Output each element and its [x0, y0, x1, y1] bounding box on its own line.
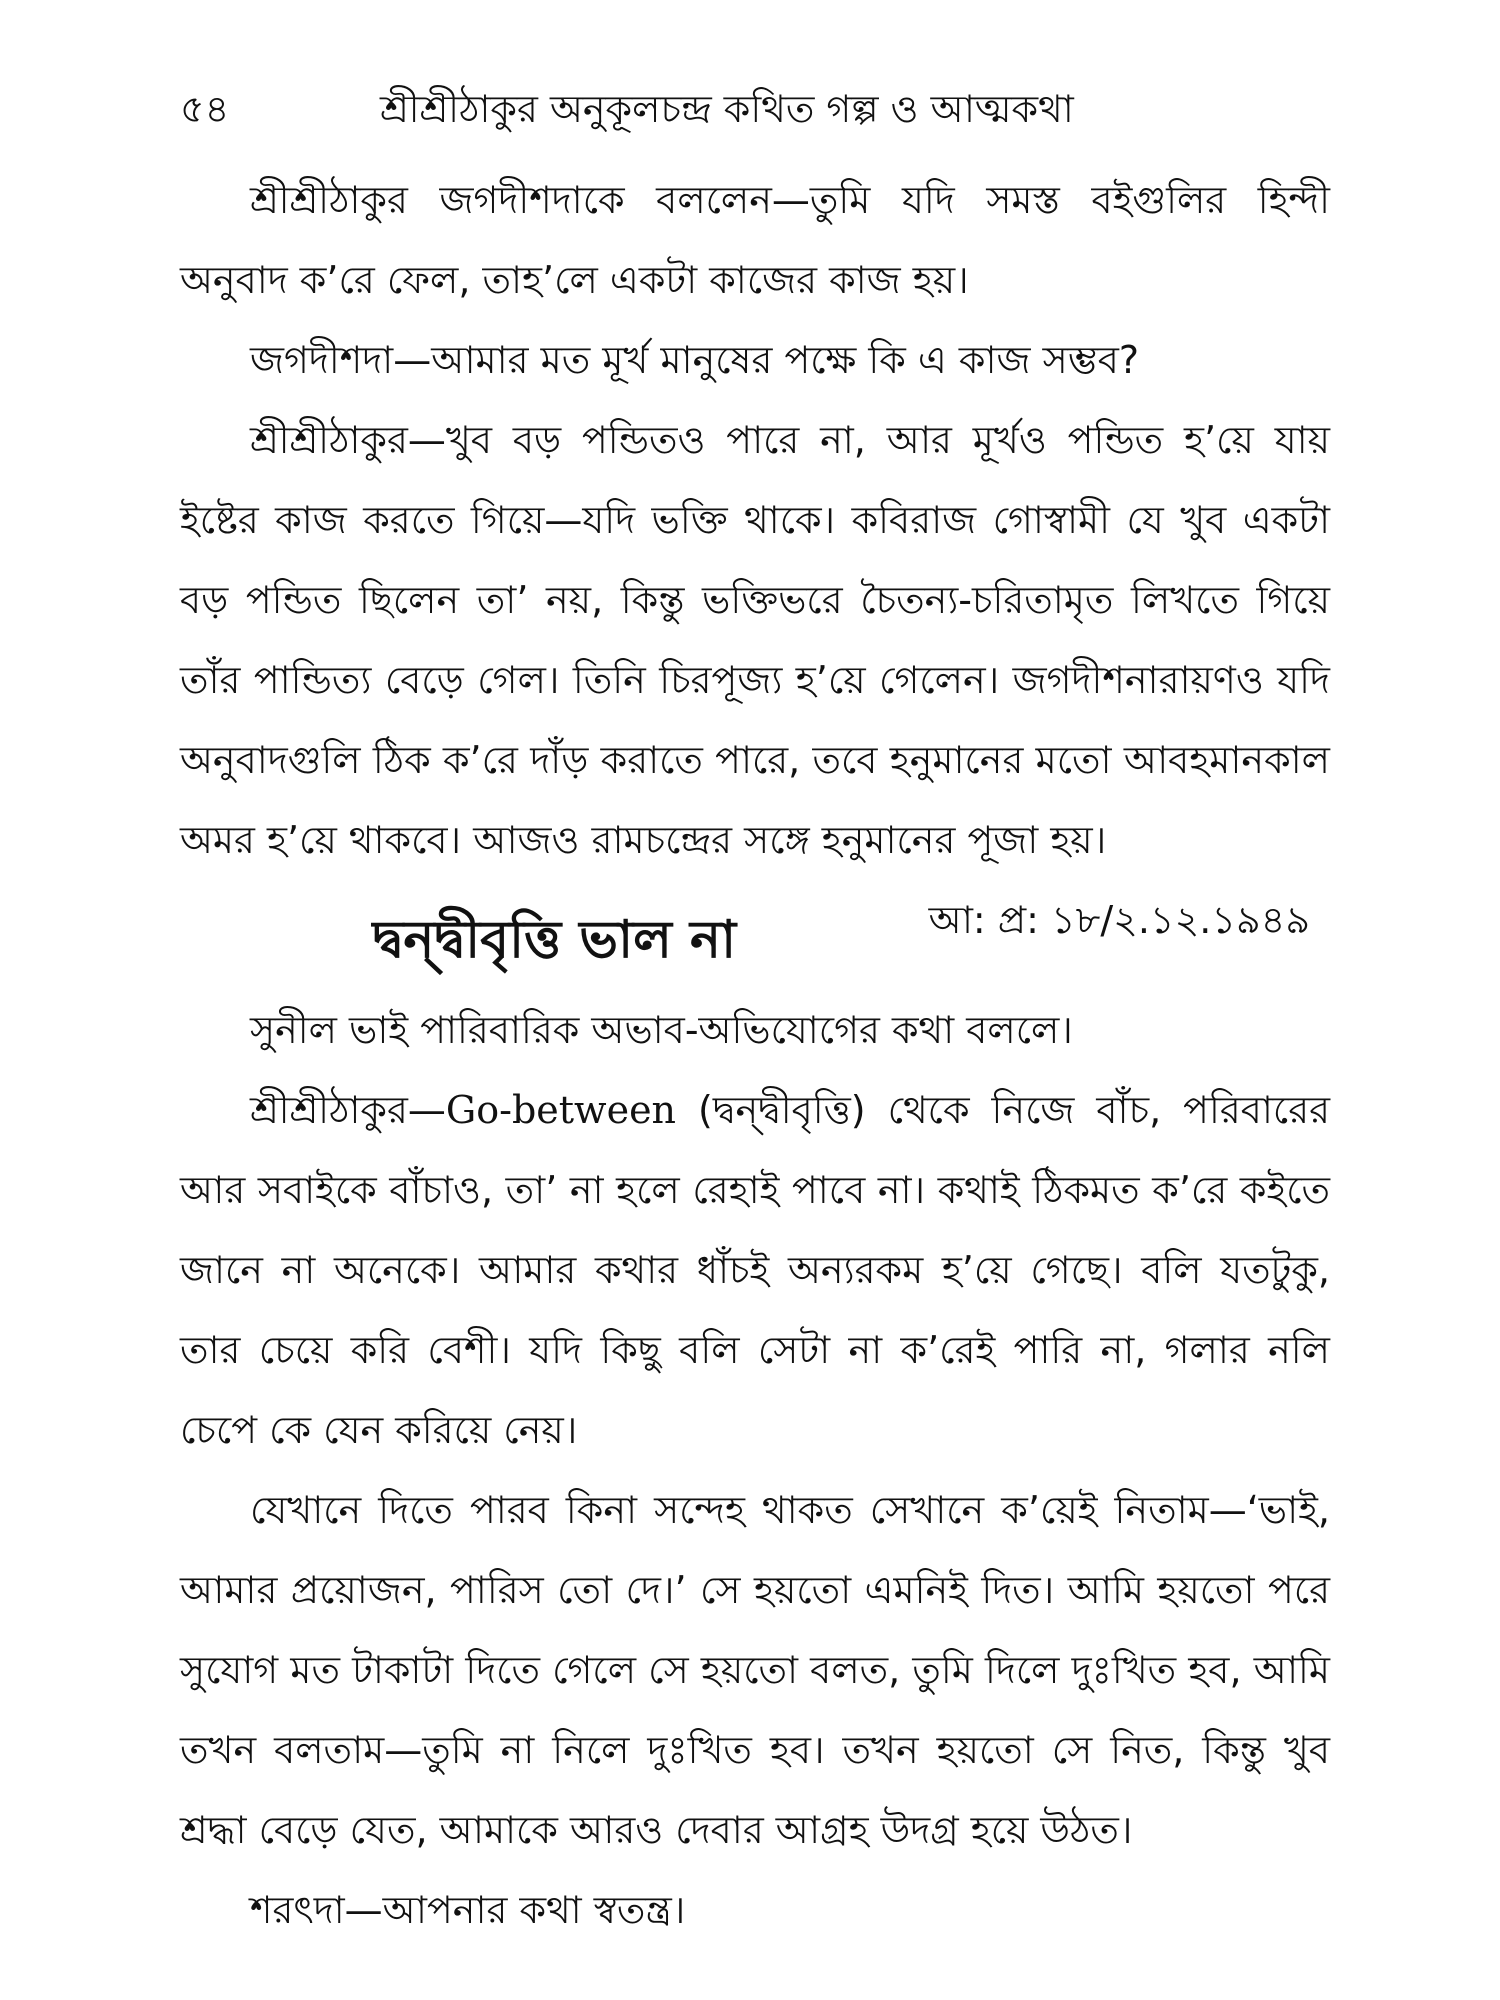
paragraph: শরৎদা—আপনার কথা স্বতন্ত্র। — [250, 1888, 686, 1932]
paragraph-go-between — [180, 1070, 1330, 1470]
paragraph: সুনীল ভাই পারিবারিক অভাব-অভিযোগের কথা বললে। — [250, 1008, 1073, 1052]
running-title: শ্রীশ্রীঠাকুর অনুকূলচন্দ্র কথিত গল্প ও আত্মকথা — [380, 87, 1074, 131]
page-body — [180, 160, 1330, 1950]
source-reference: আ: প্র: ১৮/২.১২.১৯৪৯ — [928, 898, 1310, 942]
paragraph: যেখানে দিতে পারব কিনা সন্দেহ থাকত সেখানে ক’য়েই নিতাম—‘ভাই, আমার প্রয়োজন, পারিস তো দে।’ সে হয়তো এমনিই দিত। আমি হয়তো পরে সুযোগ মত টাকাটা দিতে গেলে সে হয়তো বলত, তুমি দিলে দুঃখিত হব, আমি তখন বলতাম—তুমি না নিলে দুঃখিত হব। তখন হয়তো সে নিত, কিন্তু খুব শ্রদ্ধা বেড়ে যেত, আমাকে আরও দেবার আগ্রহ উদগ্র হয়ে উঠত। — [180, 1488, 1330, 1852]
paragraph-text: (দ্বন্দ্বীবৃত্তি) থেকে নিজে বাঁচ, পরিবারের আর সবাইকে বাঁচাও, তা’ না হলে রেহাই পাবে না। কথাই ঠিকমত ক’রে কইতে জানে না অনেকে। আমার কথার ধাঁচই অন্যরকম হ’য়ে গেছে। বলি যতটুকু, তার চেয়ে করি বেশী। যদি কিছু বলি সেটা না ক’রেই পারি না, গলার নলি চেপে কে যেন করিয়ে নেয়। — [180, 1088, 1330, 1452]
page-header — [180, 80, 1330, 140]
page-number: ৫৪ — [180, 87, 230, 131]
paragraph: জগদীশদা—আমার মত মূর্খ মানুষের পক্ষে কি এ কাজ সম্ভব? — [250, 338, 1140, 382]
section-heading: দ্বন্দ্বীবৃত্তি ভাল না — [372, 910, 737, 970]
paragraph: শ্রীশ্রীঠাকুর জগদীশদাকে বললেন—তুমি যদি সমস্ত বইগুলির হিন্দী অনুবাদ ক’রে ফেল, তাহ’লে একটা কাজের কাজ হয়। — [180, 178, 1330, 302]
paragraph-text: শ্রীশ্রীঠাকুর—খুব বড় পন্ডিতও পারে না, আর মূর্খও পন্ডিত হ’য়ে যায় ইষ্টের কাজ করতে গিয়ে—যদি ভক্তি থাকে। কবিরাজ গোস্বামী যে খুব একটা বড় পন্ডিত ছিলেন তা’ নয়, কিন্তু ভক্তিভরে চৈতন্য-চরিতামৃত লিখতে গিয়ে তাঁর পান্ডিত্য বেড়ে গেল। তিনি চিরপূজ্য হ’য়ে গেলেন। জগদীশনারায়ণও যদি অনুবাদগুলি ঠিক ক’রে দাঁড় করাতে পারে, তবে হনুমানের মতো আবহমানকাল অমর হ’য়ে থাকবে। আজও রামচন্দ্রের সঙ্গে হনুমানের পূজা হয়। — [180, 418, 1330, 862]
english-term: Go-between — [445, 1088, 677, 1132]
speaker-prefix: শ্রীশ্রীঠাকুর— — [250, 1088, 446, 1132]
